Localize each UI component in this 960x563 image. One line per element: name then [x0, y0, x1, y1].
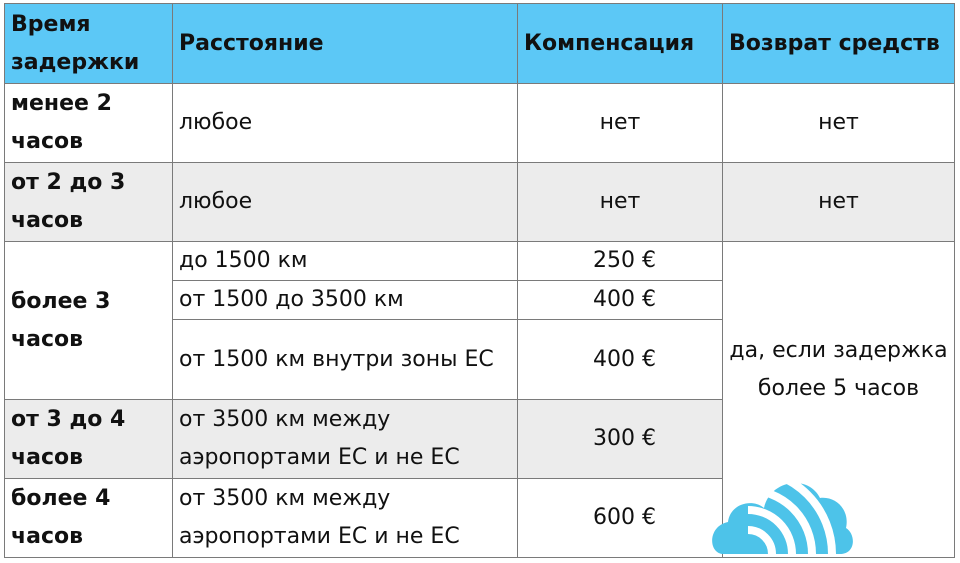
compensation-cell: 400 €: [518, 281, 723, 320]
time-cell: более 3 часов: [5, 242, 173, 400]
distance-cell: до 1500 км: [173, 242, 518, 281]
time-cell: более 4 часов: [5, 479, 173, 558]
header-row: [5, 4, 955, 84]
refund-cell: нет: [723, 84, 955, 163]
distance-cell: от 3500 км между аэропортами ЕС и не ЕС: [173, 400, 518, 479]
compensation-cell: нет: [518, 84, 723, 163]
compensation-cell: 600 €: [518, 479, 723, 558]
table-row: [5, 242, 955, 281]
compensation-cell: 250 €: [518, 242, 723, 281]
distance-cell: от 3500 км между аэропортами ЕС и не ЕС: [173, 479, 518, 558]
compensation-cell: нет: [518, 163, 723, 242]
table-row: [5, 84, 955, 163]
header-time: Время задержки: [5, 4, 173, 84]
time-cell: от 2 до 3 часов: [5, 163, 173, 242]
cloud-wifi-logo-icon: [708, 452, 858, 557]
distance-cell: любое: [173, 163, 518, 242]
compensation-cell: 300 €: [518, 400, 723, 479]
header-compensation: Компенсация: [518, 4, 723, 84]
time-cell: менее 2 часов: [5, 84, 173, 163]
header-refund: Возврат средств: [723, 4, 955, 84]
distance-cell: от 1500 до 3500 км: [173, 281, 518, 320]
refund-cell: нет: [723, 163, 955, 242]
time-cell: от 3 до 4 часов: [5, 400, 173, 479]
table-row: [5, 163, 955, 242]
distance-cell: любое: [173, 84, 518, 163]
header-distance: Расстояние: [173, 4, 518, 84]
refund-merged-text: да, если задержка более 5 часов: [729, 338, 948, 401]
distance-cell: от 1500 км внутри зоны ЕС: [173, 320, 518, 400]
compensation-cell: 400 €: [518, 320, 723, 400]
